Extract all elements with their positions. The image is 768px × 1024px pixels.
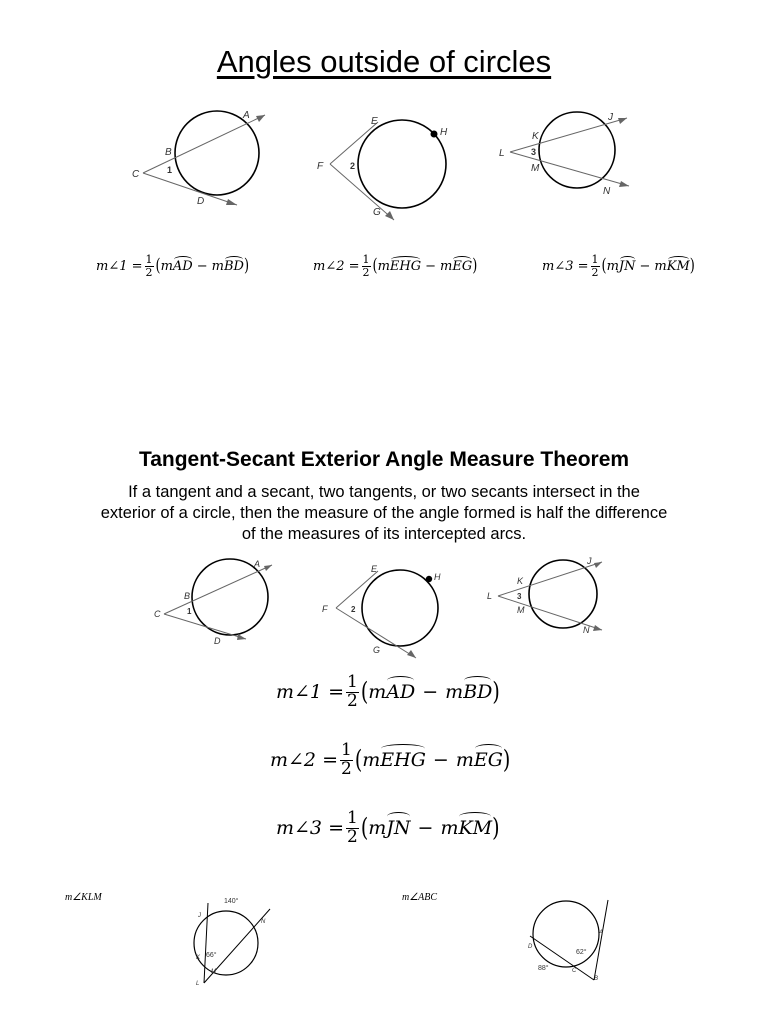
theorem-title: Tangent-Secant Exterior Angle Measure Theorem: [138, 448, 630, 471]
svg-text:N: N: [261, 919, 266, 925]
equation-angle-2-small: m∠2 = $\frac{1}{2}$ ( m EHG − m EG ): [313, 253, 478, 279]
svg-text:C: C: [154, 609, 161, 619]
svg-text:N: N: [603, 186, 611, 197]
svg-text:K: K: [532, 131, 539, 142]
svg-text:H: H: [440, 127, 448, 138]
svg-text:F: F: [322, 604, 328, 614]
example-2-label: m∠ABC: [402, 892, 438, 903]
figure-secant-secant-1: [125, 105, 285, 220]
svg-text:D: D: [528, 944, 533, 950]
svg-text:B: B: [184, 591, 191, 601]
svg-text:B: B: [165, 147, 172, 158]
svg-text:D: D: [197, 196, 205, 207]
svg-text:88°: 88°: [538, 965, 549, 972]
svg-text:A: A: [243, 110, 250, 121]
equation-angle-2-large: m∠2 = $\frac{1}{2}$ ( m EHG − m EG ): [270, 740, 511, 779]
svg-text:2: 2: [351, 605, 356, 614]
figure-tangent-tangent-1-repeat: [318, 562, 453, 667]
svg-text:K: K: [517, 576, 524, 586]
svg-text:M: M: [211, 969, 216, 975]
svg-text:L: L: [196, 981, 200, 987]
svg-text:A: A: [254, 559, 261, 569]
svg-text:3: 3: [531, 147, 537, 157]
svg-text:B: B: [594, 976, 599, 982]
page-title: Angles outside of circles: [216, 44, 552, 79]
svg-text:C: C: [132, 169, 140, 180]
example-2-figure: [520, 892, 610, 992]
svg-text:H: H: [434, 572, 441, 582]
svg-text:D: D: [214, 636, 221, 646]
svg-text:140°: 140°: [224, 898, 239, 905]
svg-text:N: N: [583, 625, 590, 635]
svg-text:1: 1: [167, 165, 173, 175]
example-1-label: m∠KLM: [65, 892, 102, 903]
svg-text:M: M: [531, 163, 540, 174]
svg-text:62°: 62°: [576, 949, 587, 956]
equation-angle-1-large: m∠1 = $\frac{1}{2}$ ( m AD − m BD ): [276, 672, 500, 711]
svg-text:3: 3: [517, 592, 522, 601]
svg-text:K: K: [196, 955, 201, 961]
svg-text:J: J: [608, 112, 613, 123]
svg-text:G: G: [373, 207, 381, 218]
svg-text:F: F: [317, 161, 324, 172]
svg-text:M: M: [517, 605, 525, 615]
svg-text:2: 2: [350, 161, 356, 171]
svg-text:1: 1: [187, 607, 192, 616]
svg-text:L: L: [499, 148, 505, 159]
svg-text:L: L: [487, 591, 493, 601]
svg-text:66°: 66°: [206, 952, 217, 959]
figure-tangent-tangent-1: [312, 112, 462, 232]
equation-angle-3-large: m∠3 = $\frac{1}{2}$ ( m JN − m KM ): [276, 808, 500, 847]
figure-secant-secant-2-repeat: [484, 556, 614, 646]
svg-text:C: C: [572, 968, 577, 974]
svg-text:J: J: [587, 556, 592, 566]
figure-secant-secant-1-repeat: [150, 555, 280, 655]
svg-text:E: E: [371, 564, 378, 574]
svg-text:G: G: [373, 645, 381, 655]
equation-angle-1-small: m∠1 = $\frac{1}{2}$ ( m AD − m BD ): [96, 253, 250, 279]
svg-text:J: J: [198, 913, 201, 919]
equation-angle-3-small: m∠3 = $\frac{1}{2}$ ( m JN − m KM ): [542, 253, 695, 279]
svg-text:A: A: [599, 930, 604, 936]
example-1-figure: [188, 893, 278, 993]
figure-secant-secant-2: [495, 108, 640, 208]
svg-text:E: E: [371, 116, 378, 127]
theorem-body: If a tangent and a secant, two tangents, or two secants intersect in the exterior of a circle, then the measure of the angle formed is half the difference of the measures of its intercepted arcs.: [100, 483, 668, 543]
